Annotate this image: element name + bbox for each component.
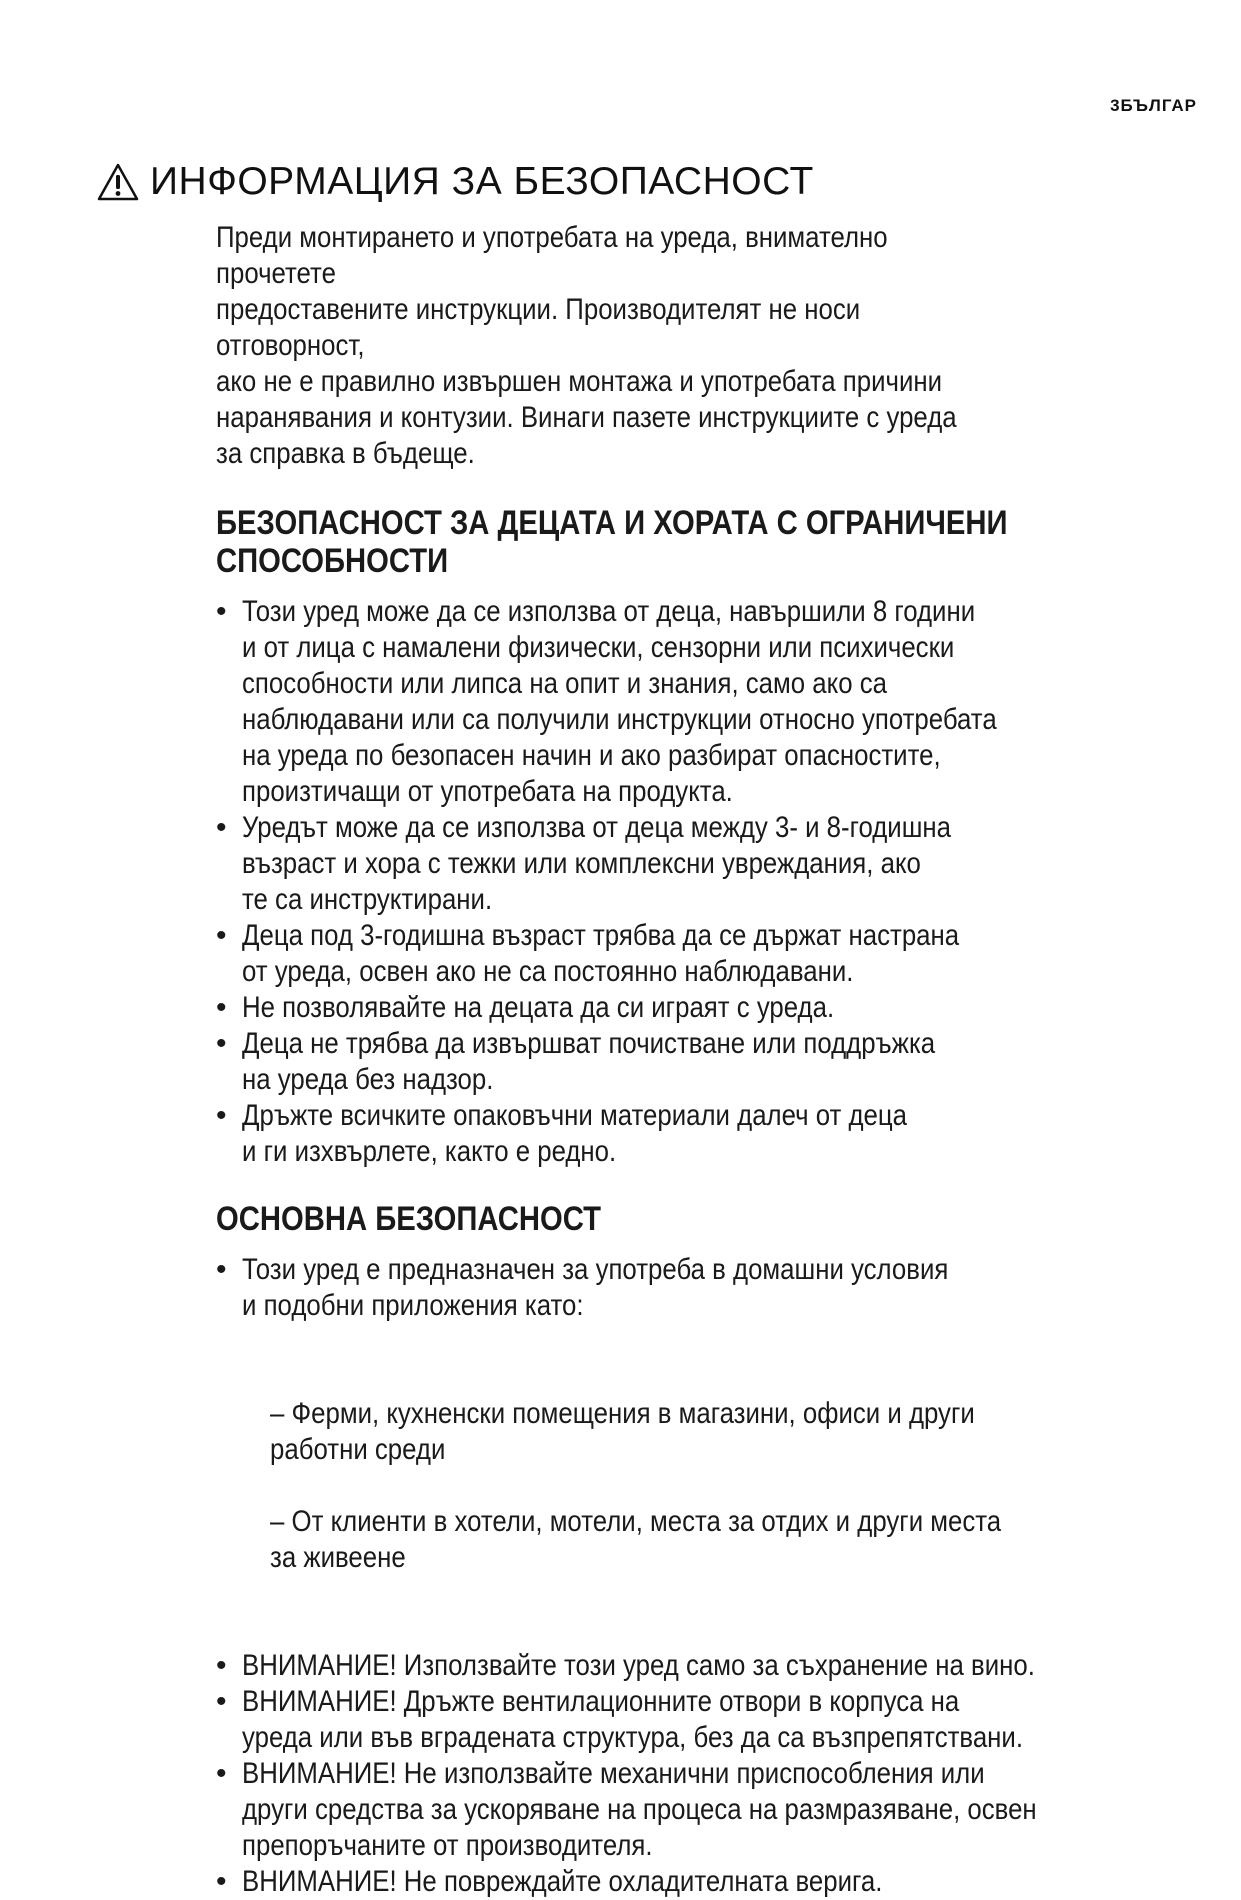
bullet-icon: • bbox=[216, 1685, 227, 1718]
sub-list-item bbox=[270, 1504, 1216, 1576]
list-item bbox=[216, 1252, 1216, 1648]
page-title bbox=[96, 160, 814, 204]
page-title-text: ИНФОРМАЦИЯ ЗА БЕЗОПАСНОСТ bbox=[150, 160, 814, 203]
bullet-icon: • bbox=[216, 595, 227, 628]
intro-paragraph: Преди монтирането и употребата на уреда, внимателно прочетете предоставените инструкции. Производителят не носи отговорност, ако не е правилно извършен монтажа и употребата причини наранявания и контузии. Винаги пазете инструкциите с уреда за справка в бъдеще. bbox=[216, 221, 957, 470]
sub-list-item bbox=[270, 1396, 1216, 1468]
list-item-text: Дръжте всичките опаковъчни материали далеч от деца и ги изхвърлете, както е редно. bbox=[242, 1099, 907, 1168]
list-item-text: ВНИМАНИЕ! Не повреждайте охладителната верига. bbox=[242, 1865, 883, 1898]
bullet-icon: • bbox=[216, 811, 227, 844]
list-item bbox=[216, 918, 1216, 990]
list-item bbox=[216, 1684, 1216, 1756]
list-item-text: ВНИМАНИЕ! Използвайте този уред само за съхранение на вино. bbox=[242, 1649, 1035, 1682]
list-item-text: Този уред може да се използва от деца, навършили 8 години и от лица с намалени физически, сензорни или психически способности или липса на опит и знания, само ако са наблюдавани или са получили инструкции относно употребата на уреда по безопасен начин и ако разбират опасностите, произтичащи от употребата на продукта. bbox=[242, 595, 997, 808]
bullet-list bbox=[216, 594, 1216, 1170]
bullet-icon: • bbox=[216, 1253, 227, 1286]
bullet-icon: • bbox=[216, 1027, 227, 1060]
list-item-text: Деца под 3-годишна възраст трябва да се държат настрана от уреда, освен ако не са постоянно наблюдавани. bbox=[242, 919, 960, 988]
warning-triangle-icon bbox=[96, 162, 140, 202]
list-item-text: ВНИМАНИЕ! Дръжте вентилационните отвори в корпуса на уреда или във вградената структура, без да са възпрепятствани. bbox=[242, 1685, 1024, 1754]
list-item-text: Деца не трябва да извършват почистване или поддръжка на уреда без надзор. bbox=[242, 1027, 936, 1096]
bullet-icon: • bbox=[216, 1099, 227, 1132]
section-title: ОСНОВНА БЕЗОПАСНОСТ bbox=[216, 1200, 602, 1238]
bullet-icon: • bbox=[216, 991, 227, 1024]
bullet-icon: • bbox=[216, 1757, 227, 1790]
list-item bbox=[216, 594, 1216, 810]
list-item bbox=[216, 1864, 1216, 1900]
bullet-list bbox=[216, 1252, 1216, 1900]
list-item bbox=[216, 1648, 1216, 1684]
bullet-icon: • bbox=[216, 1865, 227, 1898]
list-item bbox=[216, 810, 1216, 918]
list-item bbox=[216, 1756, 1216, 1864]
bullet-icon: • bbox=[216, 919, 227, 952]
sub-list-item-text: – Ферми, кухненски помещения в магазини, офиси и други работни среди bbox=[270, 1397, 975, 1466]
sub-list bbox=[242, 1360, 1216, 1612]
list-item-text: ВНИМАНИЕ! Не използвайте механични приспособления или други средства за ускоряване на процеса на размразяване, освен препоръчаните от производителя. bbox=[242, 1757, 1037, 1862]
list-item bbox=[216, 990, 1216, 1026]
content bbox=[216, 220, 1216, 1900]
list-item bbox=[216, 1098, 1216, 1170]
section-title: БЕЗОПАСНОСТ ЗА ДЕЦАТА И ХОРАТА С ОГРАНИЧЕНИ СПОСОБНОСТИ bbox=[216, 504, 1008, 580]
bullet-icon: • bbox=[216, 1649, 227, 1682]
list-item-text: Уредът може да се използва от деца между 3- и 8-годишна възраст и хора с тежки или комплексни увреждания, ако те са инструктирани. bbox=[242, 811, 951, 916]
list-item-text: Не позволявайте на децата да си играят с уреда. bbox=[242, 991, 835, 1024]
section-general-safety bbox=[216, 1200, 1216, 1900]
page-header-label: 3БЪЛГАР bbox=[1110, 96, 1197, 115]
section-children-safety bbox=[216, 504, 1216, 1170]
sub-list-item-text: – От клиенти в хотели, мотели, места за отдих и други места за живеене bbox=[270, 1505, 1002, 1574]
list-item-text: Този уред е предназначен за употреба в домашни условия и подобни приложения като: bbox=[242, 1253, 949, 1322]
list-item bbox=[216, 1026, 1216, 1098]
